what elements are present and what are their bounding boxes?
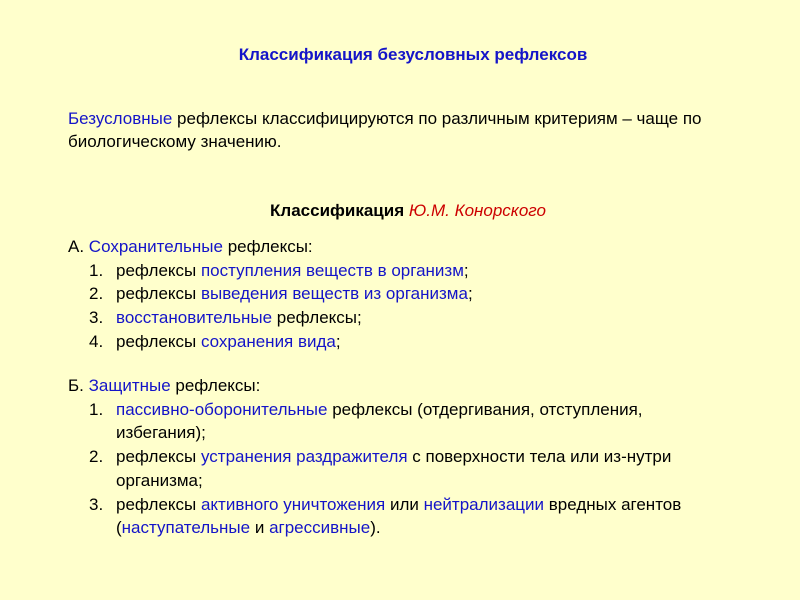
list-item [68,306,768,330]
list-item-number: 3. [89,308,104,328]
text-run: с поверхности тела или из-нутри организма; [116,447,672,490]
subtitle-author: Ю.М. Конорского [408,201,546,220]
list-item [68,445,768,492]
list-item [68,330,768,354]
text-run: ). [370,518,381,538]
list-item [68,259,768,283]
list-item-text [116,400,643,443]
list-item [68,282,768,306]
classification-subtitle [0,200,800,222]
highlighted-term: Сохранительные [88,237,223,256]
text-run: рефлексы: [222,237,313,256]
text-run: или [385,494,424,514]
highlighted-term: поступления веществ в организм [200,260,464,280]
text-run: ; [467,284,473,304]
text-run: рефлексы [116,494,201,514]
list-item-number: 2. [89,284,104,304]
list-item-number: 1. [89,399,104,419]
list-item-text [116,447,671,490]
list-item-number: 1. [89,260,104,280]
highlighted-term: восстановительные [116,308,273,328]
intro-paragraph [68,108,758,153]
text-run: рефлексы [116,260,201,280]
text-run: рефлексы (отдергивания, отступления, избегания); [116,399,643,443]
list-item-number: 2. [89,447,104,467]
highlighted-term: Безусловные [68,109,173,128]
list-item-number: 4. [89,331,104,351]
text-run: ; [335,331,341,351]
numbered-list [68,259,768,354]
highlighted-term: Защитные [88,376,171,395]
list-item [68,493,768,540]
highlighted-term: пассивно-оборонительные [116,399,328,419]
text-run: рефлексы; [272,308,362,328]
text-run: рефлексы [116,331,201,351]
list-item-text [116,284,473,303]
text-run: Б. [68,376,89,395]
slide-title: Классификация безусловных рефлексов [238,45,588,64]
list-item-text [116,495,681,538]
subtitle-prefix: Классификация [270,201,409,220]
list-item-number: 3. [89,494,104,514]
highlighted-term: наступательные [121,518,251,538]
text-run: ; [463,260,469,280]
highlighted-term: выведения веществ из организма [200,284,468,304]
list-item-text [116,332,341,351]
text-run: рефлексы классифицируются по различным критериям – чаще по биологическому значению. [68,109,702,151]
text-run: рефлексы [116,447,201,467]
highlighted-term: устранения раздражителя [200,447,408,467]
text-run: рефлексы: [170,376,261,395]
highlighted-term: активного уничтожения [200,494,386,514]
text-run: А. [68,237,89,256]
text-run: рефлексы [116,284,201,304]
highlighted-term: агрессивные [269,518,371,538]
highlighted-term: сохранения вида [200,331,336,351]
list-item [68,398,768,445]
text-run: вредных агентов ( [116,494,682,538]
section-protective-preservation [68,235,768,354]
highlighted-term: нейтрализации [423,494,545,514]
list-item-text [116,261,469,280]
section-heading [68,235,768,259]
section-defensive [68,374,768,540]
numbered-list [68,398,768,540]
section-heading [68,374,768,398]
text-run: и [250,518,270,538]
list-item-text [116,308,362,327]
